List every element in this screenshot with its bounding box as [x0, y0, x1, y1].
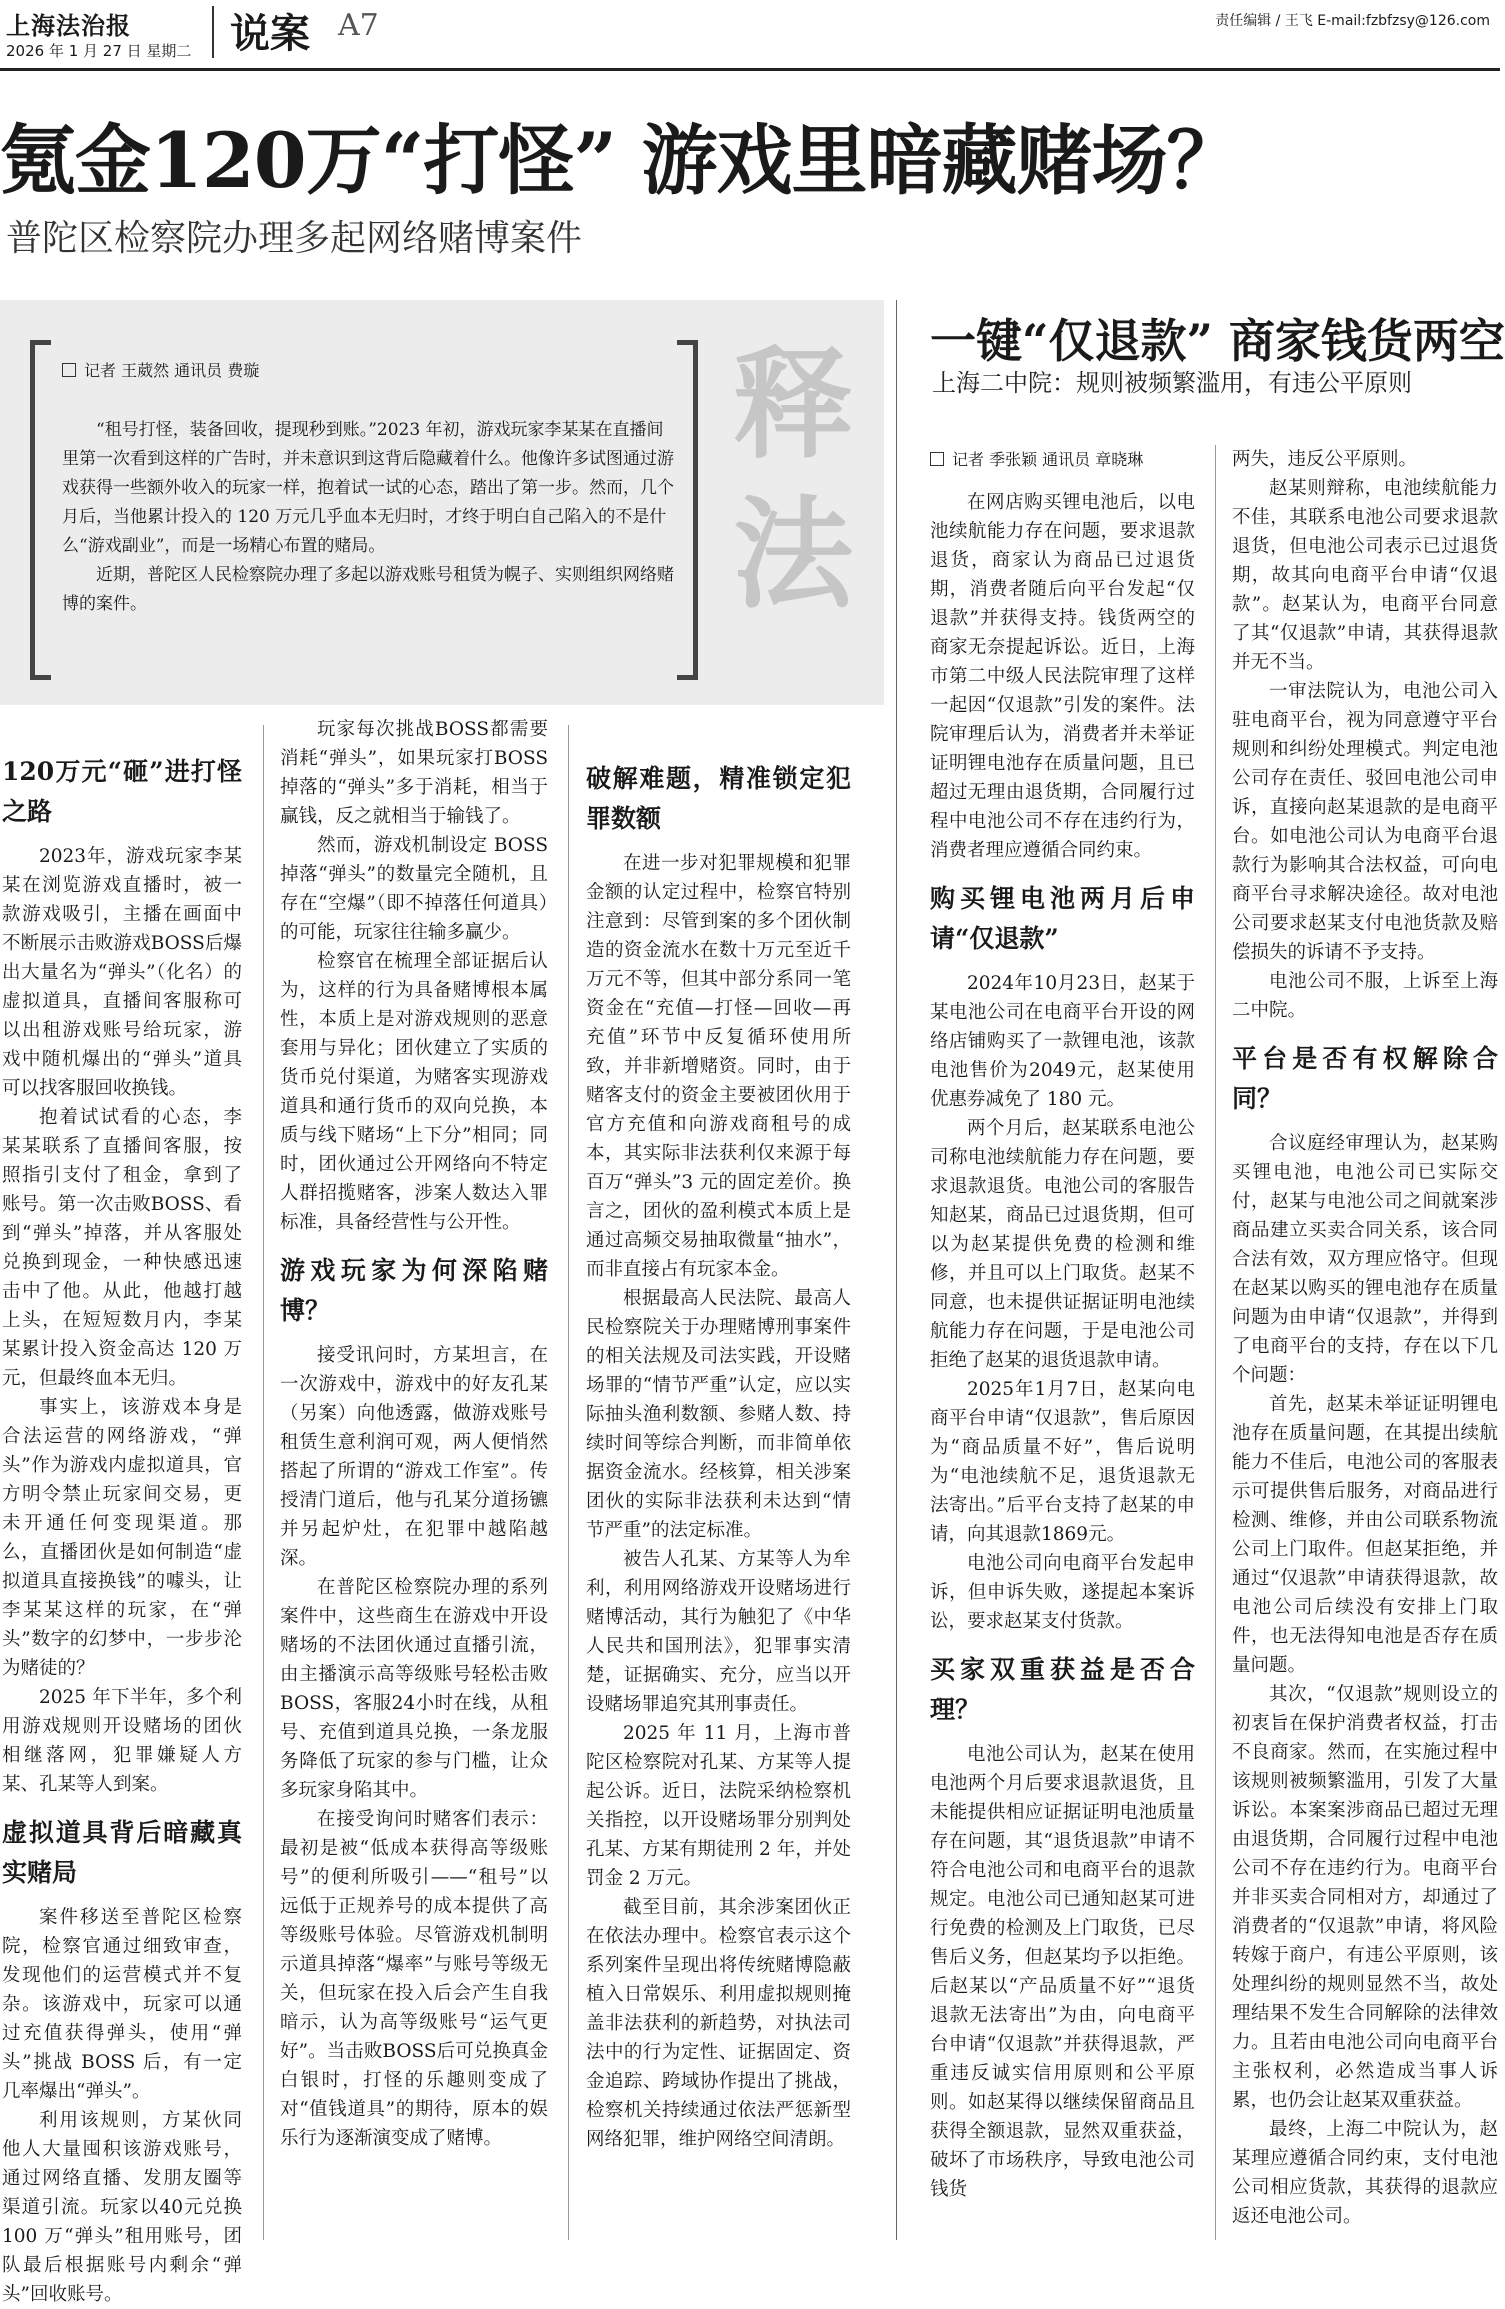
- paragraph: 首先，赵某未举证证明锂电池存在质量问题，在其提出续航能力不佳后，电池公司的客服表示可提供售后服务，对商品进行检测、维修，并由公司联系物流公司上门取件。但赵某拒绝，并通过“仅退款”申请获得退款，故电池公司后续没有安排上门取件，也无法得知电池是否存在质量问题。: [1232, 1394, 1498, 1676]
- paragraph: 利用该规则，方某伙同他人大量囤积该游戏账号，通过网络直播、发朋友圈等渠道引流。玩家以40元兑换100 万“弹头”租用账号，团队最后根据账号内剩余“弹头”回收账号。: [2, 2110, 242, 2305]
- paragraph: 抱着试试看的心态，李某某联系了直播间客服，按照指引支付了租金，拿到了账号。第一次击败BOSS、看到“弹头”掉落，并从客服处兑换到现金，一种快感迅速击中了他。从此，他越打越上头，在短短数月内，李某某累计投入资金高达 120 万元，但最终血本无归。: [2, 1107, 242, 1389]
- main-byline: 记者 王葳然 通讯员 费璇: [62, 358, 259, 381]
- section-heading: 买家双重获益是否合理？: [930, 1655, 1195, 1724]
- paragraph: 2024年10月23日，赵某于某电池公司在电商平台开设的网络店铺购买了一款锂电池，该款电池售价为2049元，赵某使用优惠券减免了 180 元。: [930, 973, 1195, 1110]
- paragraph: 两失，违反公平原则。: [1232, 449, 1418, 470]
- side-headline: 一键“仅退款” 商家钱货两空: [930, 314, 1505, 368]
- column-divider: [896, 300, 897, 2240]
- paragraph: 事实上，该游戏本身是合法运营的网络游戏，“弹头”作为游戏内虚拟道具，官方明令禁止玩家间交易，更未开通任何变现渠道。那么，直播团伙是如何制造“虚拟道具直接换钱”的噱头，让李某某这样的玩家，在“弹头”数字的幻梦中，一步步沦为赌徒的？: [2, 1397, 242, 1679]
- paragraph: 检察官在梳理全部证据后认为，这样的行为具备赌博根本属性，本质上是对游戏规则的恶意套用与异化；团伙建立了实质的货币兑付渠道，为赌客实现游戏道具和通行货币的双向兑换，本质与线下赌场“上下分”相同；同时，团伙通过公开网络向不特定人群招揽赌客，涉案人数达入罪标准，具备经营性与公开性。: [280, 951, 548, 1233]
- intro-paragraph: 近期，普陀区人民检察院办理了多起以游戏账号租赁为幌子、实则组织网络赌博的案件。: [62, 565, 674, 614]
- column-divider: [568, 725, 569, 2240]
- right-bracket: [677, 340, 698, 680]
- paragraph: 电池公司向电商平台发起申诉，但申诉失败，遂提起本案诉讼，要求赵某支付货款。: [930, 1553, 1195, 1632]
- paragraph: 合议庭经审理认为，赵某购买锂电池，电池公司已实际交付，赵某与电池公司之间就案涉商品建立买卖合同关系，该合同合法有效，双方理应恪守。但现在赵某以购买的锂电池存在质量问题为由申请“仅退款”，并得到了电商平台的支持，存在以下几个问题：: [1232, 1133, 1498, 1386]
- paragraph: 电池公司认为，赵某在使用电池两个月后要求退款退货，且未能提供相应证据证明电池质量存在问题，其“退货退款”申请不符合电池公司和电商平台的退款规定。电池公司已通知赵某可进行免费的检测及上门取货，已尽售后义务，但赵某均予以拒绝。后赵某以“产品质量不好”“退货退款无法寄出”为由，向电商平台申请“仅退款”并获得退款，严重违反诚实信用原则和公平原则。如赵某得以继续保留商品且获得全额退款，显然双重获益，破坏了市场秩序，导致电池公司钱货: [930, 1744, 1195, 2200]
- paragraph: 在进一步对犯罪规模和犯罪金额的认定过程中，检察官特别注意到：尽管到案的多个团伙制造的资金流水在数十万元至近千万元不等，但其中部分系同一笔资金在“充值—打怪—回收—再充值”环节中反复循环使用所致，并非新增赌资。同时，由于赌客支付的资金主要被团伙用于官方充值和向游戏商租号的成本，其实际非法获利仅来源于每百万“弹头”3 元的固定差价。换言之，团伙的盈利模式本质上是通过高频交易抽取微量“抽水”，而非直接占有玩家本金。: [586, 853, 851, 1280]
- column-divider: [1215, 445, 1216, 2240]
- paragraph: 赵某则辩称，电池续航能力不佳，其联系电池公司要求退款退货，但电池公司表示已过退货期，故其向电商平台申请“仅退款”。赵某认为，电商平台同意了其“仅退款”申请，其获得退款并无不当。: [1232, 478, 1498, 673]
- article-column-1: [2, 738, 242, 2305]
- issue-date: 2026 年 1 月 27 日 星期二: [6, 42, 192, 60]
- intro-text: [62, 416, 678, 619]
- left-bracket: [30, 340, 51, 680]
- side-subheadline: 上海二中院：规则被频繁滥用，有违公平原则: [932, 369, 1412, 397]
- section-heading: 平台是否有权解除合同？: [1232, 1044, 1498, 1113]
- paragraph: 在网店购买锂电池后，以电池续航能力存在问题，要求退款退货，商家认为商品已过退货期，消费者随后向平台发起“仅退款”并获得支持。钱货两空的商家无奈提起诉讼。近日，上海市第二中级人民法院审理了这样一起因“仅退款”引发的案件。法院审理后认为，消费者并未举证证明锂电池存在质量问题，且已超过无理由退货期，合同履行过程中电池公司不存在违约行为，消费者理应遵循合同约束。: [930, 492, 1195, 861]
- paragraph: 案件移送至普陀区检察院，检察官通过细致审查，发现他们的运营模式并不复杂。该游戏中，玩家可以通过充值获得弹头，使用“弹头”挑战 BOSS 后，有一定几率爆出“弹头”。: [2, 1907, 242, 2102]
- intro-box: [30, 340, 698, 680]
- side-byline: 记者 季张颖 通讯员 章晓琳: [930, 445, 1195, 474]
- paragraph: 接受讯问时，方某坦言，在一次游戏中，游戏中的好友孔某（另案）向他透露，做游戏账号租赁生意利润可观，两人便悄然搭起了所谓的“游戏工作室”。传授清门道后，他与孔某分道扬镳并另起炉灶，在犯罪中越陷越深。: [280, 1345, 548, 1569]
- paragraph: 其次，“仅退款”规则设立的初衷旨在保护消费者权益，打击不良商家。然而，在实施过程中该规则被频繁滥用，引发了大量诉讼。本案案涉商品已超过无理由退货期，合同履行过程中电池公司不存在违约行为。电商平台并非买卖合同相对方，却通过了消费者的“仅退款”申请，将风险转嫁于商户，有违公平原则，该处理纠纷的规则显然不当，故处理结果不发生合同解除的法律效力。且若由电池公司向电商平台主张权利，必然造成当事人诉累，也仍会让赵某双重获益。: [1232, 1684, 1498, 2111]
- paragraph: 然而，游戏机制设定 BOSS 掉落“弹头”的数量完全随机，且存在“空爆”（即不掉落任何道具）的可能，玩家往往输多赢少。: [280, 835, 548, 943]
- side-column-2: [1232, 445, 1498, 2231]
- paragraph: 两个月后，赵某联系电池公司称电池续航能力存在问题，要求退款退货。电池公司的客服告知赵某，商品已过退货期，但可以为赵某提供免费的检测和维修，并且可以上门取货。赵某不同意，也未提供证据证明电池续航能力存在问题，于是电池公司拒绝了赵某的退货退款申请。: [930, 1118, 1195, 1371]
- paragraph: 最终，上海二中院认为，赵某理应遵循合同约束，支付电池公司相应货款，其获得的退款应返还电池公司。: [1232, 2119, 1498, 2227]
- paragraph: 2023年，游戏玩家李某某在浏览游戏直播时，被一款游戏吸引，主播在画面中不断展示击败游戏BOSS后爆出大量名为“弹头”（化名）的虚拟道具，直播间客服称可以出租游戏账号给玩家，游戏中随机爆出的“弹头”道具可以找客服回收换钱。: [2, 846, 242, 1099]
- intro-paragraph: “租号打怪，装备回收，提现秒到账。”2023 年初，游戏玩家李某某在直播间里第一次看到这样的广告时，并未意识到这背后隐藏着什么。他像许多试图通过游戏获得一些额外收入的玩家一样，抱着试一试的心态，踏出了第一步。然而，几个月后，当他累计投入的 120 万元几乎血本无归时，才终于明白自己陷入的不是什么“游戏副业”，而是一场精心布置的赌局。: [62, 420, 674, 556]
- section-heading: 购买锂电池两月后申请“仅退款”: [930, 884, 1195, 953]
- section-heading: 虚拟道具背后暗藏真实赌局: [2, 1818, 242, 1887]
- masthead-divider: [212, 6, 214, 58]
- article-column-2: [280, 715, 548, 2153]
- paragraph: 被告人孔某、方某等人为牟利，利用网络游戏开设赌场进行赌博活动，其行为触犯了《中华人民共和国刑法》，犯罪事实清楚，证据确实、充分，应当以开设赌场罪追究其刑事责任。: [586, 1549, 851, 1715]
- section-heading: 120万元“砸”进打怪之路: [2, 757, 242, 826]
- page-number: A7: [338, 8, 379, 43]
- paragraph: 在接受询问时赌客们表示：最初是被“低成本获得高等级账号”的便利所吸引——“租号”以远低于正规养号的成本提供了高等级账号体验。尽管游戏机制明示道具掉落“爆率”与账号等级无关，但玩家在投入后会产生自我暗示，认为高等级账号“运气更好”。当击败BOSS后可兑换真金白银时，打怪的乐趣则变成了对“值钱道具”的期待，原本的娱乐行为逐渐演变成了赌博。: [280, 1809, 548, 2149]
- header-rule: [0, 68, 1500, 71]
- main-subheadline: 普陀区检察院办理多起网络赌博案件: [6, 218, 583, 259]
- paragraph: 玩家每次挑战BOSS都需要消耗“弹头”，如果玩家打BOSS掉落的“弹头”多于消耗，相当于赢钱，反之就相当于输钱了。: [280, 719, 548, 827]
- paragraph: 在普陀区检察院办理的系列案件中，这些商生在游戏中开设赌场的不法团伙通过直播引流，由主播演示高等级账号轻松击败BOSS，客服24小时在线，从租号、充值到道具兑换，一条龙服务降低了玩家的参与门槛，让众多玩家身陷其中。: [280, 1577, 548, 1801]
- paragraph: 2025 年下半年，多个利用游戏规则开设赌场的团伙相继落网，犯罪嫌疑人方某、孔某等人到案。: [2, 1687, 242, 1795]
- article-column-3: [586, 745, 851, 2154]
- column-watermark: 释法: [733, 334, 853, 625]
- paragraph: 根据最高人民法院、最高人民检察院关于办理赌博刑事案件的相关法规及司法实践，开设赌场罪的“情节严重”认定，应以实际抽头渔利数额、参赌人数、持续时间等综合判断，而非简单依据资金流水。经核算，相关涉案团伙的实际非法获利未达到“情节严重”的法定标准。: [586, 1288, 851, 1541]
- main-headline: 氪金120万“打怪” 游戏里暗藏赌场？: [0, 116, 1242, 205]
- paragraph: 电池公司不服，上诉至上海二中院。: [1232, 971, 1498, 1021]
- side-column-1: [930, 445, 1195, 2204]
- paragraph: 截至目前，其余涉案团伙正在依法办理中。检察官表示这个系列案件呈现出将传统赌博隐蔽植入日常娱乐、利用虚拟规则掩盖非法获利的新趋势，对执法司法中的行为定性、证据固定、资金追踪、跨域协作提出了挑战，检察机关持续通过依法严惩新型网络犯罪，维护网络空间清朗。: [586, 1897, 851, 2150]
- paragraph: 2025 年 11 月，上海市普陀区检察院对孔某、方某等人提起公诉。近日，法院采纳检察机关指控，以开设赌场罪分别判处孔某、方某有期徒刑 2 年，并处罚金 2 万元。: [586, 1723, 851, 1889]
- column-divider: [263, 725, 264, 2240]
- paragraph: 一审法院认为，电池公司入驻电商平台，视为同意遵守平台规则和纠纷处理模式。判定电池公司存在责任、驳回电池公司申诉，直接向赵某退款的是电商平台。如电池公司认为电商平台退款行为影响其合法权益，可向电商平台寻求解决途径。故对电池公司要求赵某支付电池货款及赔偿损失的诉请不予支持。: [1232, 681, 1498, 963]
- section-heading: 破解难题，精准锁定犯罪数额: [586, 764, 851, 833]
- newspaper-logo: 上海法治报: [6, 11, 131, 40]
- editor-credit: 责任编辑 / 王飞 E-mail:fzbfzsy@126.com: [1215, 13, 1490, 29]
- section-name: 说案: [230, 10, 310, 57]
- section-heading: 游戏玩家为何深陷赌博？: [280, 1256, 548, 1325]
- paragraph: 2025年1月7日，赵某向电商平台申请“仅退款”，售后原因为“商品质量不好”，售后说明为“电池续航不足，退货退款无法寄出。”后平台支持了赵某的申请，向其退款1869元。: [930, 1379, 1195, 1545]
